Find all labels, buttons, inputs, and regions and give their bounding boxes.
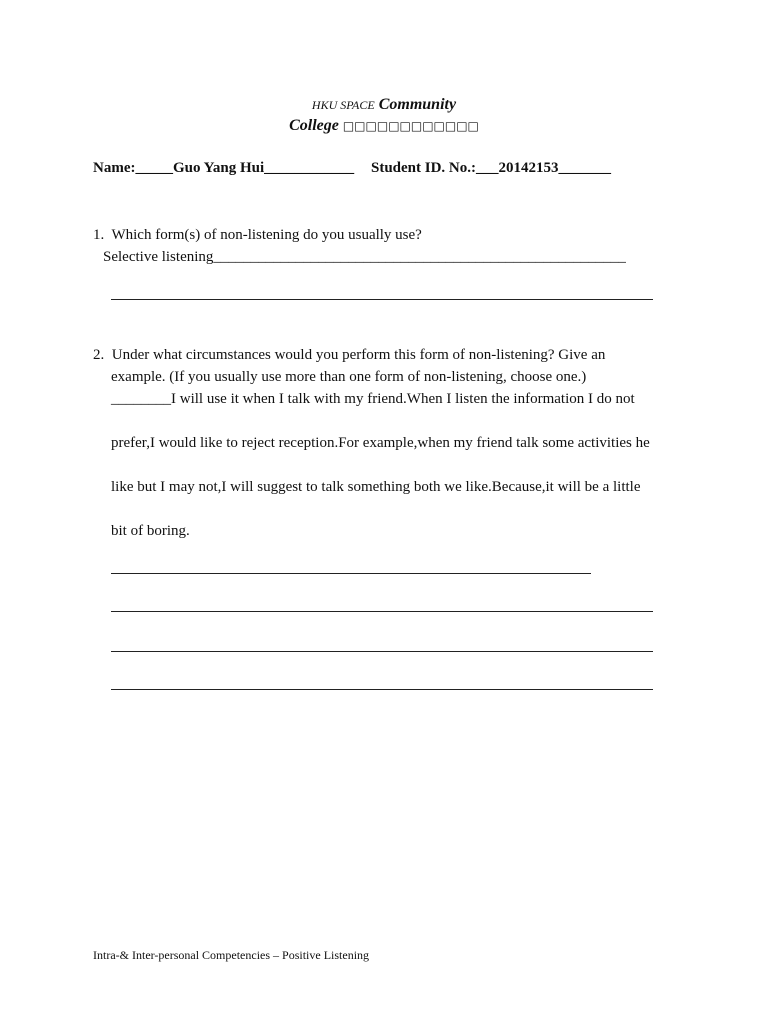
student-name: Name:_____Guo Yang Hui____________ xyxy=(93,160,355,176)
answer-2-line-3: like but I may not,I will suggest to talk something both we like.Because,it will be a little xyxy=(111,479,641,495)
question-2-line-1: 2. Under what circumstances would you perform this form of non-listening? Give an xyxy=(93,347,606,363)
answer-1: Selective listening_______________________________________________________ xyxy=(103,249,626,265)
answer-2-line-4: bit of boring. xyxy=(111,523,190,539)
org-prefix: HKU SPACE xyxy=(311,98,375,112)
answer-1-blank-line xyxy=(111,299,653,300)
answer-2-blank-line-2 xyxy=(111,611,653,612)
org-college: College xyxy=(289,117,339,134)
answer-2-line-2: prefer,I would like to reject reception.For example,when my friend talk some activities he xyxy=(111,435,650,451)
org-main: Community xyxy=(378,96,457,113)
answer-2-blank-line-4 xyxy=(111,689,653,690)
college-name-line-1 xyxy=(0,96,768,114)
question-1: 1. Which form(s) of non-listening do you usually use? xyxy=(93,227,422,243)
page-footer: Intra-& Inter-personal Competencies – Positive Listening xyxy=(93,948,370,962)
college-name-line-2 xyxy=(0,117,768,135)
question-2-line-2: example. (If you usually use more than one form of non-listening, choose one.) xyxy=(111,369,587,385)
answer-2-blank-line-3 xyxy=(111,651,653,652)
org-cjk-name: □□□□□□□□□□□□ xyxy=(342,119,479,133)
answer-2-blank-line-1 xyxy=(111,573,591,574)
answer-2-line-1: ________I will use it when I talk with my friend.When I listen the information I do not xyxy=(111,391,635,407)
student-id: Student ID. No.:___20142153_______ xyxy=(371,160,612,176)
